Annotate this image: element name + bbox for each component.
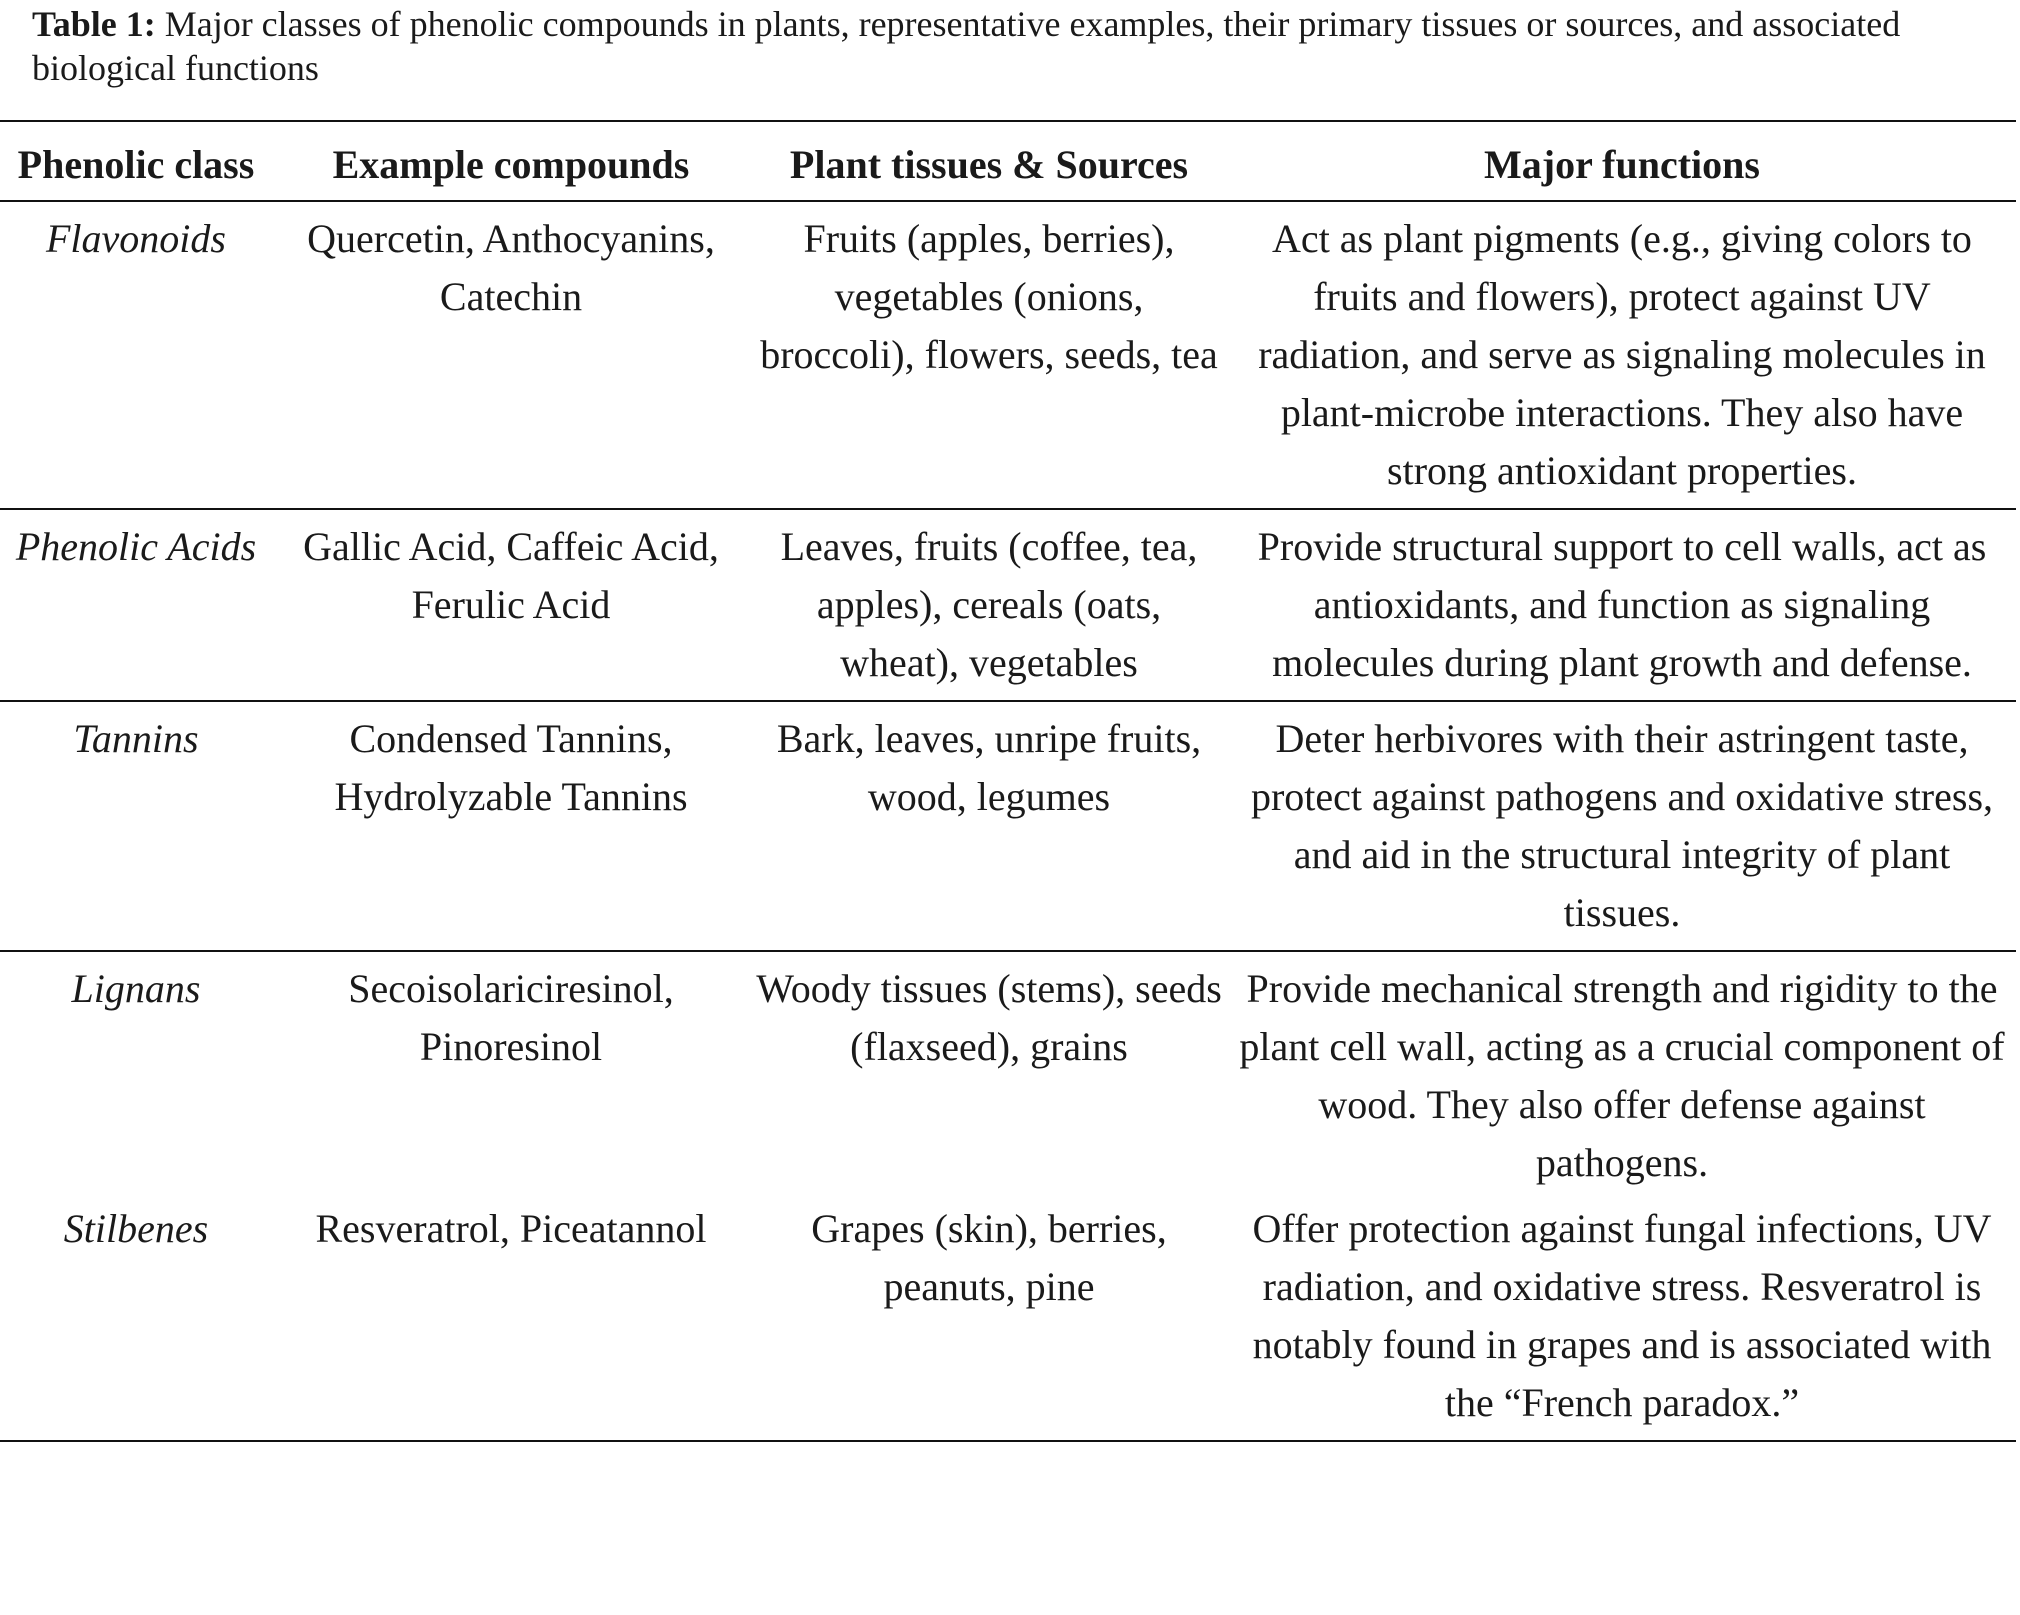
- table-row: [0, 1192, 2016, 1441]
- table-caption-text: Major classes of phenolic compounds in plants, representative examples, their primary tissues or sources, and associated biological functions: [32, 4, 1901, 88]
- cell-example-compounds: Secoisolariciresinol, Pinoresinol: [348, 966, 674, 1069]
- cell-plant-tissues-sources: Grapes (skin), berries, peanuts, pine: [750, 1192, 1228, 1441]
- cell-plant-tissues-sources: Fruits (apples, berries), vegetables (onions, broccoli), flowers, seeds, tea: [750, 201, 1228, 509]
- cell-phenolic-class: Tannins: [0, 701, 272, 951]
- header-plant-tissues-sources: Plant tissues & Sources: [750, 121, 1228, 201]
- table-body: [0, 201, 2016, 1441]
- cell-example-compounds: Quercetin, Anthocyanins, Catechin: [272, 201, 750, 509]
- cell-phenolic-class: Flavonoids: [0, 201, 272, 509]
- cell-example-compounds: Condensed Tannins, Hydrolyzable Tannins: [272, 701, 750, 951]
- table-header-row: [0, 121, 2016, 201]
- cell-phenolic-class: Lignans: [71, 966, 201, 1011]
- cell-major-functions: Provide mechanical strength and rigidity to the plant cell wall, acting as a crucial component of wood. They also offer defense against pathogens.: [1239, 966, 2005, 1185]
- cell-phenolic-class: Stilbenes: [0, 1192, 272, 1441]
- table-row: [0, 201, 2016, 509]
- header-phenolic-class: Phenolic class: [0, 121, 272, 201]
- cell-example-compounds: Resveratrol, Piceatannol: [272, 1192, 750, 1441]
- cell-major-functions: Act as plant pigments (e.g., giving colors to fruits and flowers), protect against UV radiation, and serve as signaling molecules in plant-microbe interactions. They also have strong antioxidant properties.: [1228, 201, 2016, 509]
- cell-plant-tissues-sources: Bark, leaves, unripe fruits, wood, legumes: [750, 701, 1228, 951]
- table-row: [0, 951, 2016, 1192]
- cell-phenolic-class: Phenolic Acids: [0, 509, 272, 701]
- phenolic-classes-table: [0, 120, 2016, 1442]
- table-header: [0, 121, 2016, 201]
- cell-major-functions: Offer protection against fungal infections, UV radiation, and oxidative stress. Resveratrol is notably found in grapes and is associated with the “French paradox.”: [1228, 1192, 2016, 1441]
- cell-plant-tissues-sources: Leaves, fruits (coffee, tea, apples), cereals (oats, wheat), vegetables: [750, 509, 1228, 701]
- table-row: [0, 509, 2016, 701]
- table-caption: [32, 2, 2002, 90]
- cell-major-functions: Deter herbivores with their astringent taste, protect against pathogens and oxidative stress, and aid in the structural integrity of plant tissues.: [1228, 701, 2016, 951]
- cell-major-functions: Provide structural support to cell walls, act as antioxidants, and function as signaling molecules during plant growth and defense.: [1228, 509, 2016, 701]
- table-caption-label: Table 1:: [32, 4, 156, 44]
- header-major-functions: Major functions: [1228, 121, 2016, 201]
- header-example-compounds: Example compounds: [272, 121, 750, 201]
- cell-plant-tissues-sources: Woody tissues (stems), seeds (flaxseed), grains: [756, 966, 1222, 1069]
- table-row: [0, 701, 2016, 951]
- cell-example-compounds: Gallic Acid, Caffeic Acid, Ferulic Acid: [272, 509, 750, 701]
